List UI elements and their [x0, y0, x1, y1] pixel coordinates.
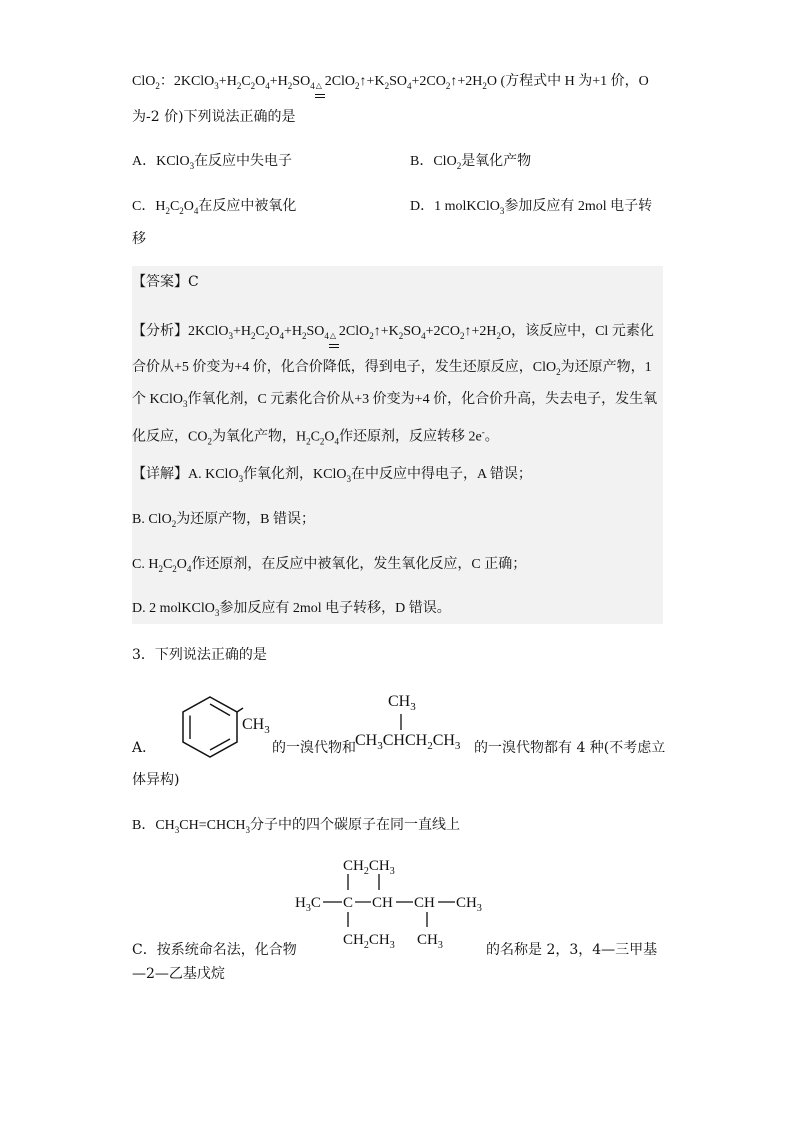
svg-text:CH3: $CH_3$ — [242, 716, 270, 736]
svg-text:CH2CH3: $CH_2CH_3$ — [343, 858, 395, 877]
answer-label: 【答案】C — [132, 274, 199, 290]
q3-option-a-mid: 的一溴代物和 — [272, 740, 356, 756]
svg-text:C: C — [343, 895, 354, 911]
svg-text:CH3: $CH_3$ — [456, 895, 482, 914]
isopentane-structure — [355, 686, 485, 756]
q3-option-c-end: 的名称是 2，3，4—三甲基 — [486, 942, 658, 958]
q3-option-c-label: C．按系统命名法，化合物 — [132, 942, 297, 958]
benzene-ring — [183, 697, 237, 757]
q2-option-b: B．ClO$_2$是氧化产物 — [410, 154, 532, 171]
svg-text:CH3: $CH_3$ — [388, 693, 416, 713]
q2-equation-line: ClO$_2$：$2KClO_3+H_2C_2O_4+H_2SO_4$ △ $2ClO_2↑+K_2SO_4+2CO_2↑+2H_2O$ (方程式中 H 为+1 价，O — [132, 72, 649, 96]
q2-option-d: D．1 molKClO$_3$参加反应有 2mol 电子转 — [410, 199, 653, 216]
toluene-structure — [150, 690, 280, 770]
svg-text:CH3: $CH_3$ — [417, 932, 443, 951]
q3-option-b: B．$CH_3CH=CHCH_3$分子中的四个碳原子在同一直线上 — [132, 818, 461, 835]
analysis-line3: 个 KClO$_3$作氧化剂，C 元素化合价从+3 价变为+4 价，化合价升高，失去电子，发生氧 — [132, 392, 658, 409]
q3-option-a-end: 的一溴代物都有 4 种(不考虑立 — [474, 740, 666, 756]
svg-text:CH2CH3: $CH_2CH_3$ — [343, 932, 395, 951]
q2-option-d-wrap: 移 — [132, 231, 146, 247]
analysis-line4: 化反应，$CO_2$为氧化产物，$H_2C_2O_4$作还原剂，反应转移 2e-。 — [132, 427, 499, 447]
branched-alkane-structure — [295, 852, 495, 952]
detail-b: B. ClO$_2$为还原产物，B 错误； — [132, 512, 316, 529]
svg-text:CH3CHCH2CH3: $CH_3CHCH_2CH_3$ — [355, 732, 461, 752]
methyl-label: CH — [242, 716, 265, 733]
svg-text:CH: CH — [414, 895, 435, 911]
svg-text:CH: CH — [372, 895, 393, 911]
q3-option-a-label: A． — [132, 740, 157, 756]
svg-text:H3C: $H_3C$ — [295, 895, 321, 914]
detail-a: 【详解】A. KClO$_3$作氧化剂，KClO$_3$在中反应中得电子，A 错误； — [132, 467, 532, 484]
q2-option-c: C．$H_2C_2O_4$在反应中被氧化 — [132, 199, 297, 216]
q2-option-a: A．KClO$_3$在反应中失电子 — [132, 154, 293, 171]
q2-stem-line2: 为-2 价)下列说法正确的是 — [132, 109, 296, 125]
q3-option-a-wrap: 体异构) — [132, 772, 180, 788]
q3-stem: 3．下列说法正确的是 — [132, 647, 267, 663]
detail-c: C. $H_2C_2O_4$作还原剂，在反应中被氧化，发生氧化反应，C 正确； — [132, 557, 527, 574]
detail-d: D. 2 molKClO$_3$参加反应有 2mol 电子转移，D 错误。 — [132, 601, 451, 618]
q3-option-c-wrap: —2—乙基戊烷 — [132, 966, 225, 982]
analysis-line1: 【分析】$2KClO_3+H_2C_2O_4+H_2SO_4$ △ $2ClO_2↑+K_2SO_4+2CO_2↑+2H_2O$，该反应中，Cl 元素化 — [132, 322, 654, 346]
analysis-line2: 合价从+5 价变为+4 价，化合价降低，得到电子，发生还原反应，ClO$_2$为还原产物，1 — [132, 360, 652, 377]
